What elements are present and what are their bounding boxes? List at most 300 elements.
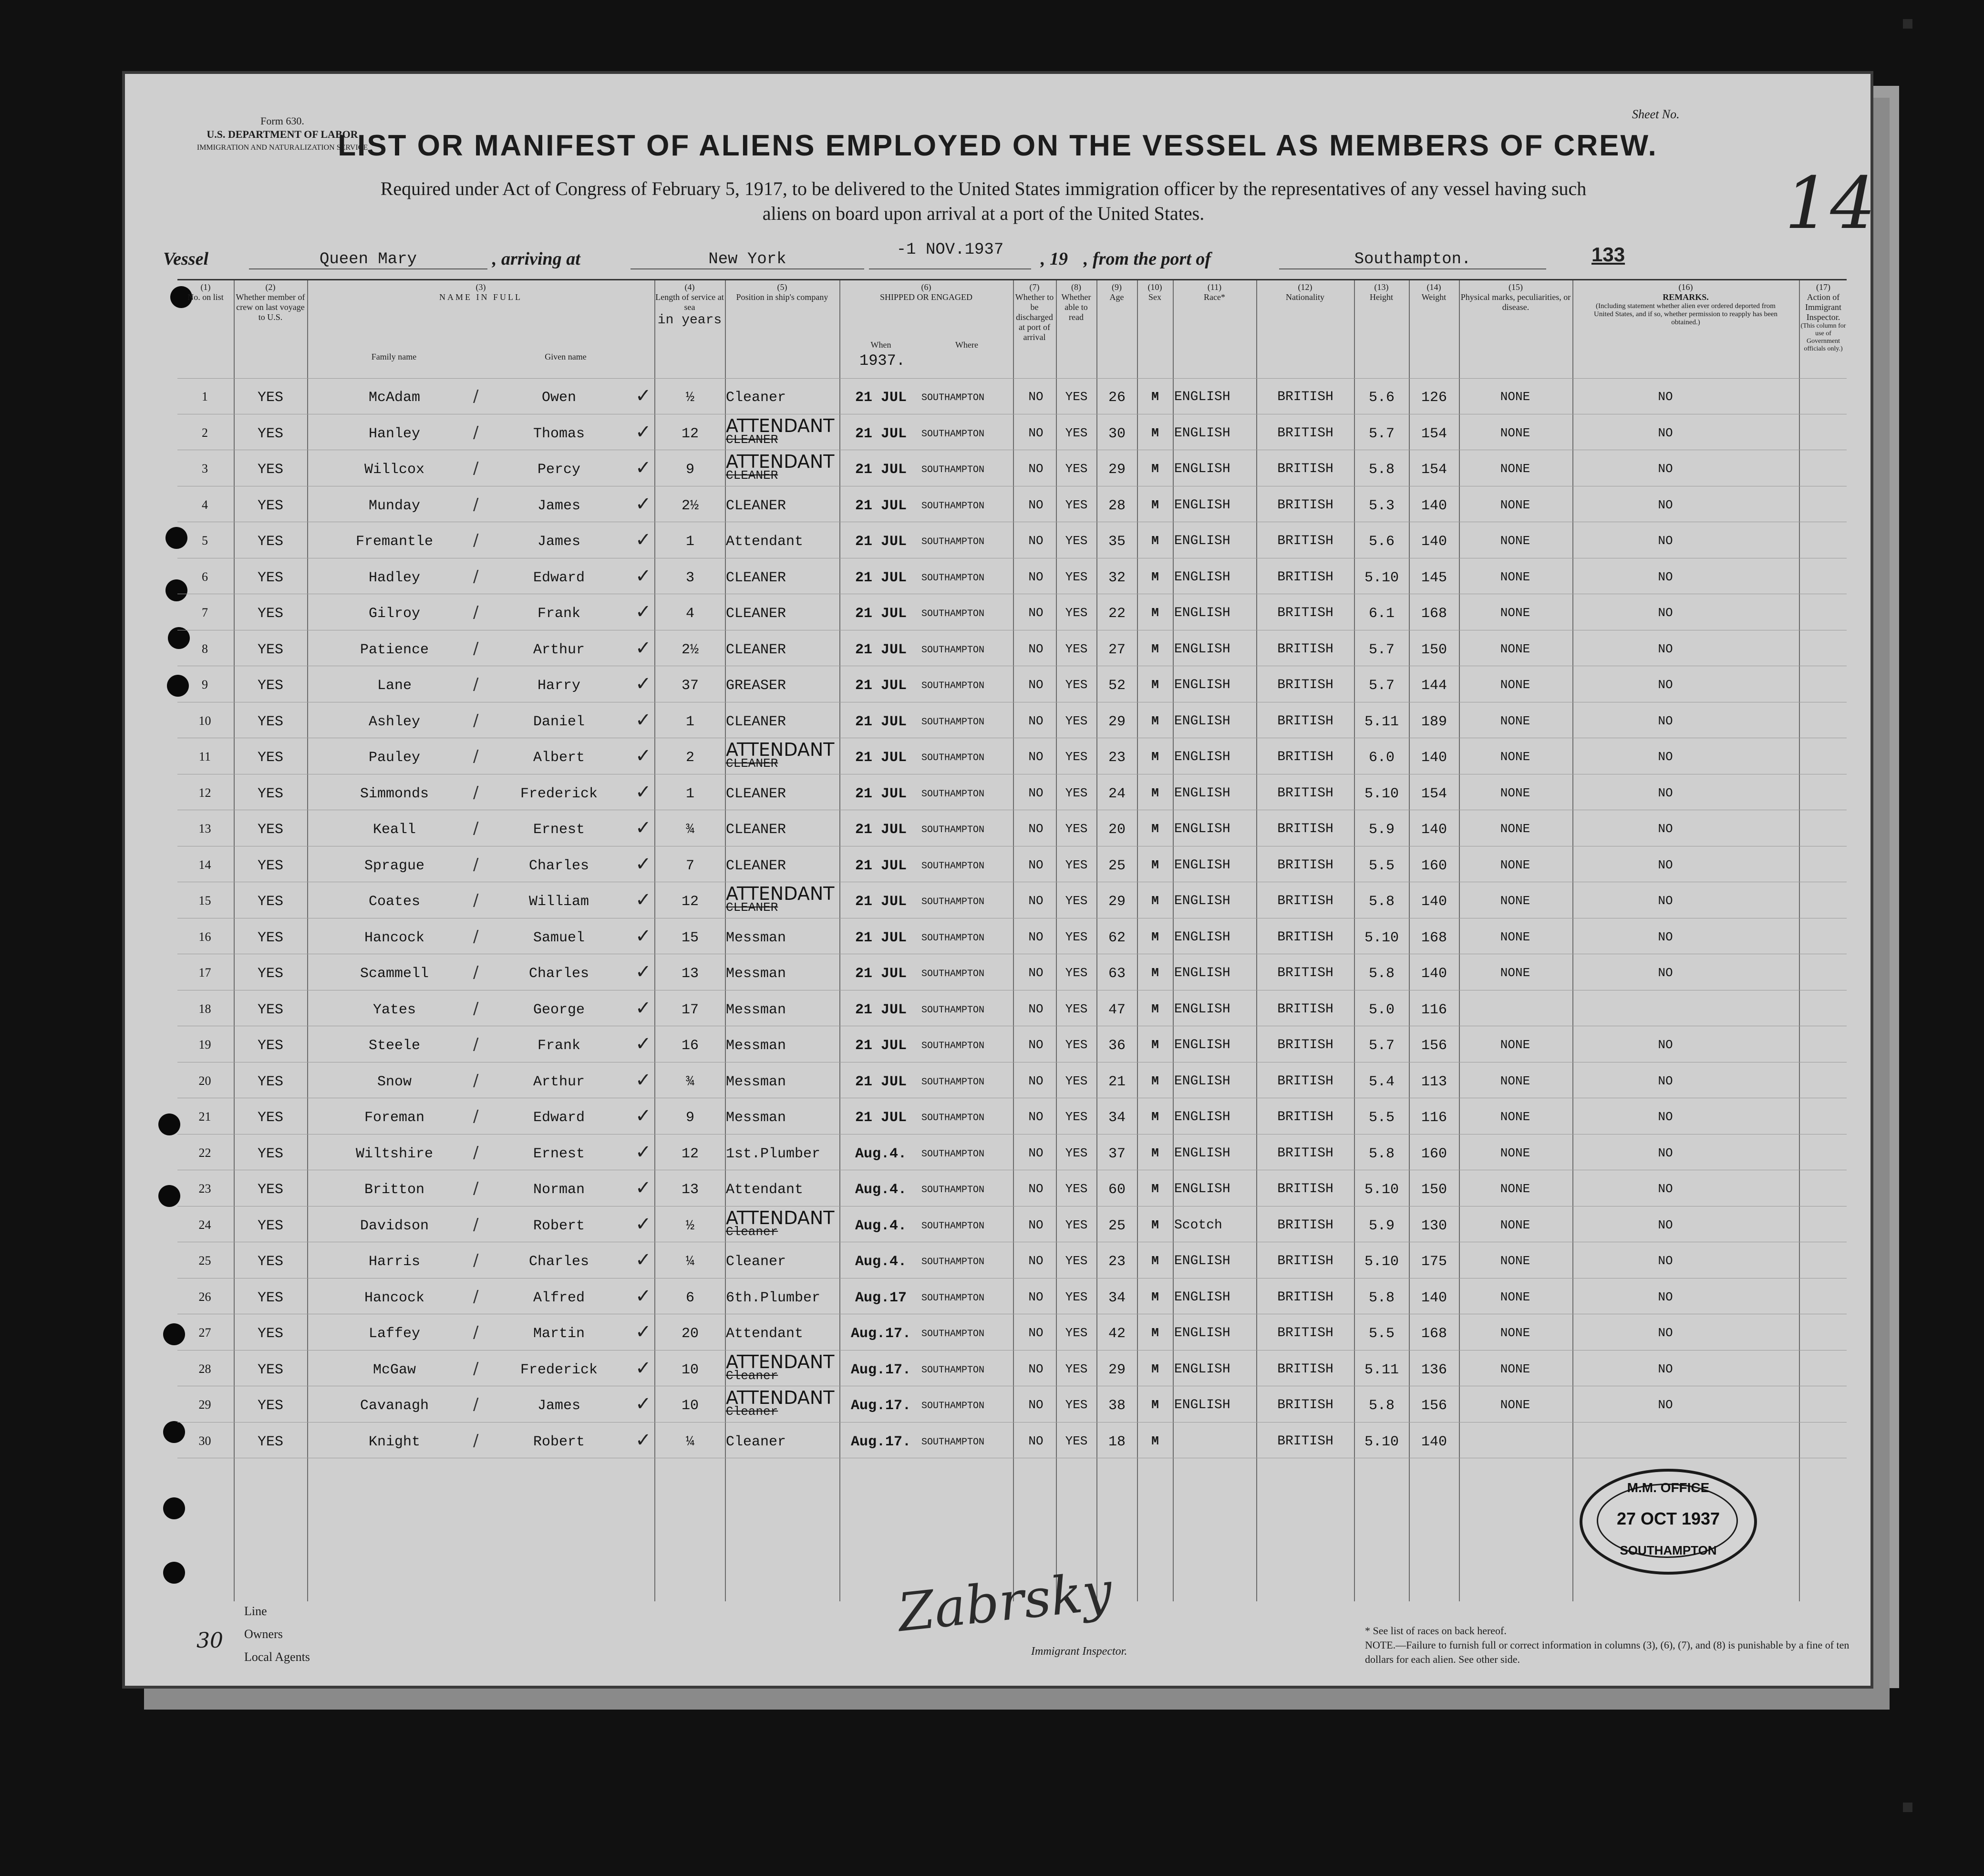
row-number: 30 [198,1433,211,1448]
table-row [177,846,1847,882]
position: Attendant [726,1182,804,1198]
position-handwritten: ATTENDANT [726,415,835,436]
physical-marks: NONE [1500,857,1530,872]
member-last-voyage: YES [257,929,283,946]
position: Cleaner [726,1433,786,1450]
given-name: Thomas [533,425,585,442]
position [726,453,840,481]
member-last-voyage: YES [257,857,283,874]
table-row [177,1242,1847,1278]
check-mark-icon: ✓ [635,925,651,947]
sex: M [1151,1182,1159,1196]
check-mark-icon: ✓ [635,781,651,803]
page-stack-edge [1870,86,1899,1688]
to-be-discharged: NO [1028,641,1044,656]
age: 21 [1108,1073,1126,1090]
given-name-mark: / [473,1107,479,1126]
col-label: Weight [1421,292,1447,302]
weight: 160 [1421,1145,1447,1162]
remarks: NO [1658,785,1673,800]
race: ENGLISH [1174,1001,1230,1017]
remarks: NO [1658,1038,1673,1052]
shipped-when: 21 JUL [855,894,907,910]
family-name: Sprague [364,857,425,874]
given-name-mark: / [473,1395,479,1414]
member-last-voyage: YES [257,497,283,514]
remarks: NO [1658,1110,1673,1124]
check-mark-icon: ✓ [635,1213,651,1235]
service-length: 2½ [681,641,699,658]
weight: 156 [1421,1038,1447,1054]
row-number: 21 [198,1110,211,1124]
to-be-discharged: NO [1028,1001,1044,1016]
table-row [177,918,1847,954]
remarks: NO [1658,678,1673,692]
check-mark-icon: ✓ [635,1321,651,1343]
able-to-read: YES [1065,1217,1088,1232]
table-row [177,1278,1847,1314]
year-label: , 19 [1041,249,1068,269]
table-row [177,882,1847,918]
race: ENGLISH [1174,1073,1230,1089]
age: 52 [1108,678,1126,694]
table-row [177,738,1847,774]
sex: M [1151,1073,1159,1088]
table-row [177,1098,1847,1134]
sex: M [1151,894,1159,908]
weight: 116 [1421,1001,1447,1018]
given-name-mark: / [473,1179,479,1198]
table-row [177,1314,1847,1350]
race: ENGLISH [1174,966,1230,980]
col-label: Whether member of crew on last voyage to U.S. [236,292,305,322]
race: ENGLISH [1174,425,1230,441]
position-handwritten: ATTENDANT [726,451,835,472]
remarks: NO [1658,713,1673,728]
race: ENGLISH [1174,1254,1230,1268]
physical-marks: NONE [1500,822,1530,836]
physical-marks: NONE [1500,1145,1530,1160]
weight: 144 [1421,678,1447,694]
sex: M [1151,678,1159,692]
row-number: 22 [198,1145,211,1160]
sex: M [1151,1001,1159,1016]
service-length: 20 [681,1326,699,1342]
height: 5.10 [1364,1433,1399,1450]
shipped-when: 21 JUL [855,641,907,658]
race: ENGLISH [1174,606,1230,620]
row-number: 29 [198,1398,211,1412]
able-to-read: YES [1065,785,1088,800]
shipped-where: SOUTHAMPTON [921,1076,985,1088]
sex: M [1151,1038,1159,1052]
sheet-number-label: Sheet No. [1632,107,1680,121]
sex: M [1151,534,1159,548]
row-number: 24 [198,1217,211,1232]
able-to-read: YES [1065,641,1088,656]
given-name: Albert [533,750,585,766]
position: CLEANER [726,822,786,838]
weight: 160 [1421,857,1447,874]
member-last-voyage: YES [257,1001,283,1018]
to-be-discharged: NO [1028,857,1044,872]
height: 5.7 [1368,1038,1395,1054]
to-be-discharged: NO [1028,1326,1044,1340]
nationality: BRITISH [1277,1217,1333,1233]
table-row [177,810,1847,846]
col-label: Whether to be discharged at port of arrival [1015,292,1054,342]
service-length: 4 [685,606,694,622]
age: 25 [1108,857,1126,874]
col-header-nationality [1257,280,1353,376]
age: 20 [1108,822,1126,838]
able-to-read: YES [1065,1254,1088,1268]
nationality: BRITISH [1277,462,1333,476]
age: 42 [1108,1326,1126,1342]
penalty-note: NOTE.—Failure to furnish full or correct information in columns (3), (6), (7), and (8) is punishable by a fine of ten dollars for each alien. See other side. [1365,1639,1850,1665]
member-last-voyage: YES [257,750,283,766]
age: 32 [1108,569,1126,586]
handwritten-count: 30 [196,1629,223,1653]
given-name-mark: / [473,1431,479,1450]
row-number: 3 [202,462,208,475]
check-mark-icon: ✓ [635,1393,651,1415]
race: ENGLISH [1174,713,1230,729]
physical-marks: NONE [1500,1217,1530,1232]
able-to-read: YES [1065,1145,1088,1160]
row-number: 16 [198,929,211,944]
row-number: 18 [198,1001,211,1016]
to-be-discharged: NO [1028,1398,1044,1412]
weight: 140 [1421,966,1447,982]
sex: M [1151,497,1159,512]
given-name-mark: / [473,1071,479,1090]
to-be-discharged: NO [1028,390,1044,404]
sex: M [1151,1289,1159,1304]
able-to-read: YES [1065,966,1088,980]
shipped-when: Aug.17 [855,1289,907,1306]
member-last-voyage: YES [257,1110,283,1126]
given-name-mark: / [473,567,479,586]
family-name: McAdam [368,390,421,406]
service-length: 2 [685,750,694,766]
position-struck: CLEANER [726,900,778,915]
row-number: 10 [198,713,211,728]
family-name: Wiltshire [355,1145,434,1162]
given-name-mark: / [473,963,479,982]
family-name: Simmonds [360,785,429,802]
departure-port: Southampton. [1279,250,1546,269]
service-length: 3 [685,569,694,586]
shipped-where: SOUTHAMPTON [921,1401,985,1412]
sex: M [1151,1361,1159,1376]
given-name: Owen [541,390,576,406]
check-mark-icon: ✓ [635,745,651,767]
given-name: William [528,894,589,910]
stamp-place: SOUTHAMPTON [1620,1543,1717,1557]
family-name: Snow [377,1073,412,1090]
service-length: 6 [685,1289,694,1306]
age: 23 [1108,750,1126,766]
remarks: NO [1658,1254,1673,1268]
shipped-where: SOUTHAMPTON [921,752,985,763]
to-be-discharged: NO [1028,569,1044,584]
to-be-discharged: NO [1028,929,1044,944]
able-to-read: YES [1065,894,1088,908]
sex: M [1151,1433,1159,1448]
given-name: Edward [533,1110,585,1126]
to-be-discharged: NO [1028,1110,1044,1124]
table-row [177,522,1847,558]
given-name: Arthur [533,641,585,658]
col-note: (This column for use of Government officials only.) [1800,322,1846,352]
physical-marks: NONE [1500,1398,1530,1412]
weight: 116 [1421,1110,1447,1126]
member-last-voyage: YES [257,678,283,694]
table-row [177,558,1847,594]
stamp-date: 27 OCT 1937 [1616,1509,1720,1528]
weight: 189 [1421,713,1447,730]
given-name: Daniel [533,713,585,730]
race: ENGLISH [1174,750,1230,764]
col-label: SHIPPED OR ENGAGED [879,292,972,302]
col-note: (Including statement whether alien ever ordered deported from United States, and if so, whether permission to reapply has been obtained.) [1594,302,1777,326]
race: ENGLISH [1174,785,1230,801]
check-mark-icon: ✓ [635,457,651,479]
race: ENGLISH [1174,1038,1230,1052]
age: 29 [1108,713,1126,730]
height: 5.8 [1368,966,1395,982]
shipped-when: 21 JUL [855,1001,907,1018]
family-name: Coates [368,894,421,910]
given-name: Frederick [520,1361,598,1378]
age: 62 [1108,929,1126,946]
age: 30 [1108,425,1126,442]
nationality: BRITISH [1277,569,1333,585]
check-mark-icon: ✓ [635,1429,651,1451]
weight: 154 [1421,785,1447,802]
height: 6.0 [1368,750,1395,766]
service-length: ¾ [685,1073,694,1090]
physical-marks: NONE [1500,497,1530,512]
table-row [177,702,1847,738]
check-mark-icon: ✓ [635,1357,651,1379]
given-name-mark: / [473,711,479,730]
local-agents-label: Local Agents [244,1650,310,1664]
member-last-voyage: YES [257,894,283,910]
arrival-date-stamp: -1 NOV.1937 [869,241,1031,269]
given-name: Robert [533,1217,585,1234]
member-last-voyage: YES [257,1289,283,1306]
shipped-where: SOUTHAMPTON [921,1041,985,1051]
member-last-voyage: YES [257,822,283,838]
position: Messman [726,966,786,982]
able-to-read: YES [1065,534,1088,548]
shipped-when: Aug.17. [850,1326,911,1342]
height: 5.8 [1368,1398,1395,1414]
shipped-when: 21 JUL [855,569,907,586]
member-last-voyage: YES [257,1217,283,1234]
col-number: (7) [1029,282,1040,292]
to-be-discharged: NO [1028,1289,1044,1304]
remarks: NO [1658,390,1673,404]
weight: 154 [1421,462,1447,478]
check-mark-icon: ✓ [635,889,651,911]
sex: M [1151,1110,1159,1124]
col-header-race [1174,280,1255,376]
check-mark-icon: ✓ [635,493,651,515]
height: 5.10 [1364,569,1399,586]
row-number: 11 [198,750,211,763]
member-last-voyage: YES [257,641,283,658]
sex: M [1151,641,1159,656]
service-length: 9 [685,1110,694,1126]
service-length: 1 [685,534,694,550]
able-to-read: YES [1065,569,1088,584]
given-name-mark: / [473,531,479,550]
department-name: U.S. DEPARTMENT OF LABOR [207,128,358,140]
row-number: 19 [198,1038,211,1051]
physical-marks: NONE [1500,1110,1530,1124]
family-name: Ashley [368,713,421,730]
row-number: 13 [198,822,211,835]
remarks: NO [1658,425,1673,440]
race: ENGLISH [1174,390,1230,404]
race: ENGLISH [1174,1326,1230,1340]
given-name: Harry [537,678,580,694]
check-mark-icon: ✓ [635,673,651,695]
able-to-read: YES [1065,750,1088,764]
col-number: (14) [1426,282,1441,292]
service-length: 7 [685,857,694,874]
shipped-when: 21 JUL [855,425,907,442]
nationality: BRITISH [1277,1145,1333,1161]
given-name-mark: / [473,1287,479,1306]
able-to-read: YES [1065,1361,1088,1376]
service-length: 16 [681,1038,699,1054]
service-length: 13 [681,1182,699,1198]
col-label: Sex [1148,292,1161,302]
col-label: Physical marks, peculiarities, or disease. [1460,292,1571,312]
shipped-when: 21 JUL [855,966,907,982]
col-header-physical [1460,280,1571,376]
nationality: BRITISH [1277,1001,1333,1017]
physical-marks: NONE [1500,462,1530,476]
to-be-discharged: NO [1028,822,1044,836]
shipped-where: SOUTHAMPTON [921,1004,985,1016]
able-to-read: YES [1065,1110,1088,1124]
inspector-signature: Zabrsky [895,1560,1115,1644]
race: ENGLISH [1174,641,1230,657]
family-name: Gilroy [368,606,421,622]
member-last-voyage: YES [257,1073,283,1090]
age: 24 [1108,785,1126,802]
col-number: (16) [1678,282,1693,292]
position: GREASER [726,678,786,694]
age: 29 [1108,1361,1126,1378]
race: ENGLISH [1174,1289,1230,1305]
race: ENGLISH [1174,497,1230,513]
able-to-read: YES [1065,497,1088,512]
family-name: Davidson [360,1217,429,1234]
physical-marks: NONE [1500,1361,1530,1376]
given-name: James [537,497,580,514]
to-be-discharged: NO [1028,1182,1044,1196]
service-length: 12 [681,1145,699,1162]
nationality: BRITISH [1277,1361,1333,1377]
given-name: Frederick [520,785,598,802]
col-header-no [177,280,234,376]
nationality: BRITISH [1277,534,1333,548]
given-name: Robert [533,1433,585,1450]
shipped-where: SOUTHAMPTON [921,1329,985,1340]
shipped-when: Aug.4. [855,1145,907,1162]
table-row [177,774,1847,810]
height: 6.1 [1368,606,1395,622]
given-name-mark: / [473,675,479,694]
member-last-voyage: YES [257,1145,283,1162]
position: Attendant [726,1326,804,1342]
shipped-where: SOUTHAMPTON [921,716,985,728]
family-name: McGaw [372,1361,416,1378]
row-number: 27 [198,1326,211,1340]
nationality: BRITISH [1277,678,1333,692]
shipped-where: SOUTHAMPTON [921,1185,985,1196]
race: ENGLISH [1174,894,1230,908]
to-be-discharged: NO [1028,425,1044,440]
able-to-read: YES [1065,857,1088,872]
able-to-read: YES [1065,929,1088,944]
shipped-when: Aug.17. [850,1433,911,1450]
member-last-voyage: YES [257,1326,283,1342]
age: 23 [1108,1254,1126,1270]
shipped-when: 21 JUL [855,606,907,622]
crop-mark [1903,19,1912,29]
remarks: NO [1658,750,1673,764]
service-length: 10 [681,1361,699,1378]
able-to-read: YES [1065,390,1088,404]
shipped-where: SOUTHAMPTON [921,788,985,800]
position: Cleaner [726,390,786,406]
nationality: BRITISH [1277,894,1333,908]
nationality: BRITISH [1277,929,1333,945]
given-name: Norman [533,1182,585,1198]
sex: M [1151,1145,1159,1160]
shipped-where: SOUTHAMPTON [921,608,985,619]
physical-marks: NONE [1500,1038,1530,1052]
able-to-read: YES [1065,606,1088,620]
height: 5.6 [1368,534,1395,550]
race: ENGLISH [1174,1182,1230,1196]
col-header-sex [1138,280,1172,376]
stamp-office: M.M. OFFICE [1627,1480,1710,1495]
race: ENGLISH [1174,678,1230,692]
weight: 136 [1421,1361,1447,1378]
height: 5.11 [1364,1361,1399,1378]
row-number: 23 [198,1182,211,1196]
col-label: Position in ship's company [736,292,828,302]
crew-table [177,279,1847,1601]
given-name-mark: / [473,1323,479,1342]
sex: M [1151,857,1159,872]
nationality: BRITISH [1277,641,1333,657]
to-be-discharged: NO [1028,1038,1044,1052]
remarks: NO [1658,929,1673,944]
age: 22 [1108,606,1126,622]
col-label: Race* [1204,292,1225,302]
table-row [177,414,1847,450]
weight: 140 [1421,534,1447,550]
